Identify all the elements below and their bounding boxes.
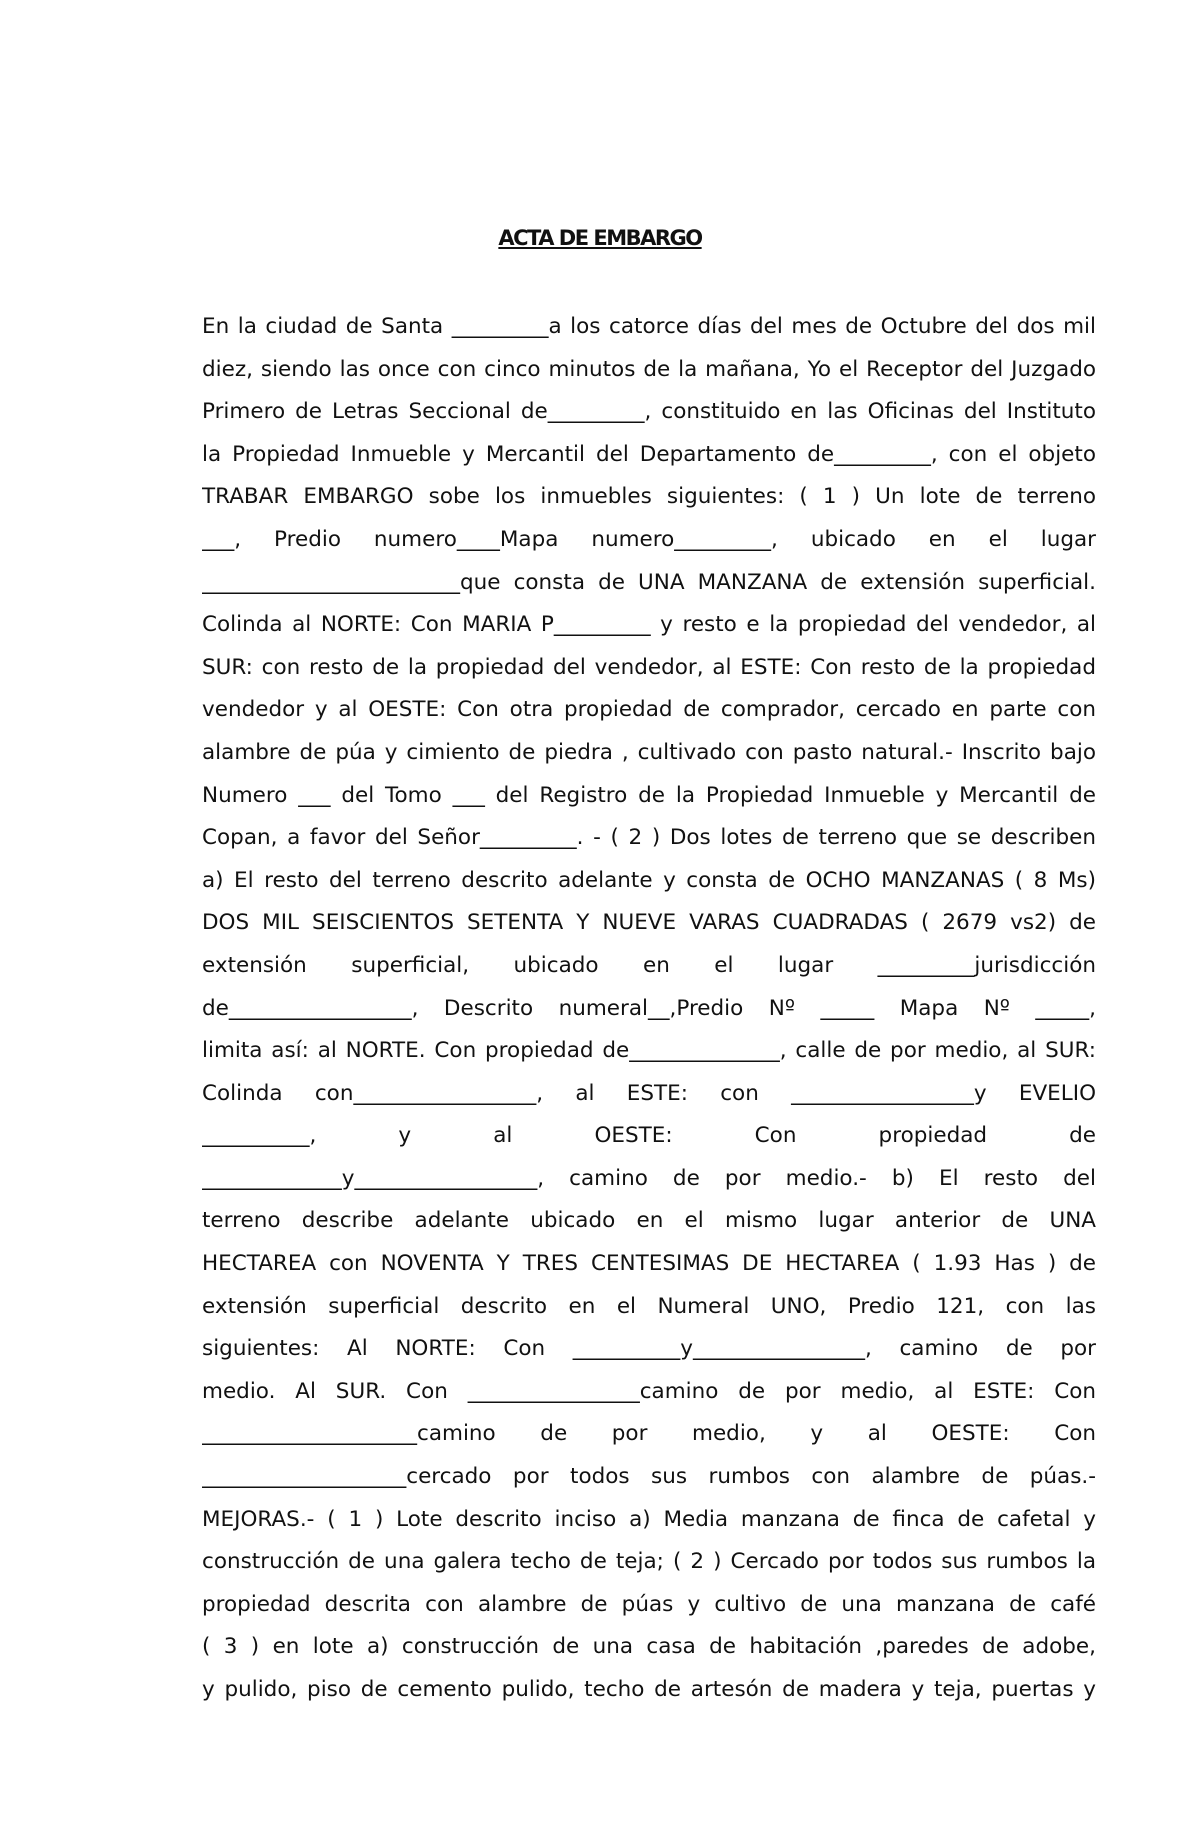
body-line: terreno describe adelante ubicado en el mismo lugar anterior de UNA	[202, 1208, 1096, 1234]
body-line: Primero de Letras Seccional de_________, constituido en las Oficinas del Instituto	[202, 399, 1096, 425]
document-title: ACTA DE EMBARGO	[498, 226, 702, 250]
body-line: Colinda con_________________, al ESTE: con _________________y EVELIO	[202, 1080, 1096, 1106]
body-line: propiedad descrita con alambre de púas y cultivo de una manzana de café	[202, 1591, 1096, 1617]
body-line: Copan, a favor del Señor_________. - ( 2 ) Dos lotes de terreno que se describen	[202, 825, 1096, 851]
body-line: y pulido, piso de cemento pulido, techo de artesón de madera y teja, puertas y	[202, 1677, 1096, 1702]
body-line: limita así: al NORTE. Con propiedad de______________, calle de por medio, al SUR:	[202, 1038, 1096, 1064]
body-line: SUR: con resto de la propiedad del vendedor, al ESTE: Con resto de la propiedad	[202, 654, 1096, 680]
body-line: ___________________cercado por todos sus rumbos con alambre de púas.-	[202, 1464, 1096, 1490]
body-line: Numero ___ del Tomo ___ del Registro de la Propiedad Inmueble y Mercantil de	[202, 782, 1096, 808]
body-line: _____________y_________________, camino de por medio.- b) El resto del	[202, 1165, 1096, 1191]
body-line: En la ciudad de Santa _________a los catorce días del mes de Octubre del dos mil	[202, 314, 1096, 339]
body-line: vendedor y al OESTE: Con otra propiedad de comprador, cercado en parte con	[202, 697, 1096, 723]
body-line: a) El resto del terreno descrito adelante y consta de OCHO MANZANAS ( 8 Ms)	[202, 867, 1096, 893]
body-line: siguientes: Al NORTE: Con __________y________________, camino de por	[202, 1336, 1096, 1362]
body-line: construcción de una galera techo de teja; ( 2 ) Cercado por todos sus rumbos la	[202, 1549, 1096, 1575]
body-line: __________, y al OESTE: Con propiedad de	[202, 1123, 1096, 1149]
body-line: MEJORAS.- ( 1 ) Lote descrito inciso a) Media manzana de finca de cafetal y	[202, 1506, 1096, 1532]
body-line: medio. Al SUR. Con ________________camino de por medio, al ESTE: Con	[202, 1378, 1096, 1404]
body-line: diez, siendo las once con cinco minutos de la mañana, Yo el Receptor del Juzgado	[202, 356, 1096, 382]
body-line: ___, Predio numero____Mapa numero_________, ubicado en el lugar	[202, 526, 1096, 552]
body-line: Colinda al NORTE: Con MARIA P_________ y resto e la propiedad del vendedor, al	[202, 612, 1096, 638]
document-body	[202, 306, 1096, 1712]
body-line: extensión superficial, ubicado en el lugar _________jurisdicción	[202, 952, 1096, 978]
body-line: alambre de púa y cimiento de piedra , cultivado con pasto natural.- Inscrito bajo	[202, 739, 1096, 765]
body-line: de_________________, Descrito numeral__,Predio Nº _____ Mapa Nº _____,	[202, 995, 1096, 1021]
body-line: la Propiedad Inmueble y Mercantil del Departamento de_________, con el objeto	[202, 441, 1096, 467]
body-line: ____________________camino de por medio, y al OESTE: Con	[202, 1421, 1096, 1447]
body-line: ________________________que consta de UNA MANZANA de extensión superficial.	[202, 569, 1096, 595]
body-line: ( 3 ) en lote a) construcción de una casa de habitación ,paredes de adobe,	[202, 1634, 1096, 1660]
body-line: DOS MIL SEISCIENTOS SETENTA Y NUEVE VARAS CUADRADAS ( 2679 vs2) de	[202, 910, 1096, 936]
body-line: HECTAREA con NOVENTA Y TRES CENTESIMAS DE HECTAREA ( 1.93 Has ) de	[202, 1251, 1096, 1277]
body-line: TRABAR EMBARGO sobe los inmuebles siguientes: ( 1 ) Un lote de terreno	[202, 484, 1096, 510]
body-line: extensión superficial descrito en el Numeral UNO, Predio 121, con las	[202, 1293, 1096, 1319]
